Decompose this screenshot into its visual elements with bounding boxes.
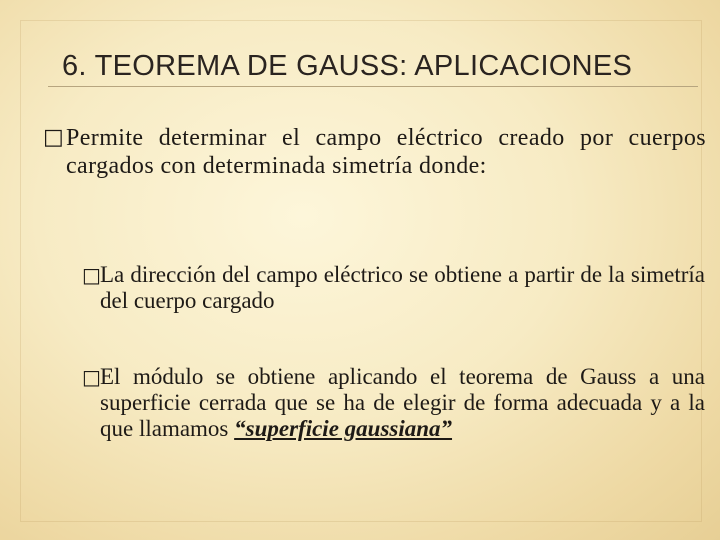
bullet-direction bbox=[82, 262, 705, 314]
bullet-box-icon: □ bbox=[82, 263, 101, 287]
bullet-main bbox=[43, 124, 706, 180]
bullet-direction-text: La dirección del campo eléctrico se obtiene a partir de la simetría del cuerpo cargado bbox=[100, 262, 705, 313]
slide-title: 6. TEOREMA DE GAUSS: APLICACIONES bbox=[62, 50, 633, 82]
bullet-box-icon: □ bbox=[43, 125, 65, 150]
bullet-main-text: Permite determinar el campo eléctrico creado por cuerpos cargados con determinada simetría donde: bbox=[66, 125, 706, 179]
bullet-box-icon: □ bbox=[82, 365, 101, 389]
bullet-modulus-text: El módulo se obtiene aplicando el teorema de Gauss a una superficie cerrada que se ha de elegir de forma adecuada y a la que llamamos bbox=[100, 364, 705, 441]
title-divider bbox=[48, 86, 698, 87]
bullet-modulus bbox=[82, 364, 705, 442]
gaussian-surface-term: “superficie gaussiana” bbox=[234, 416, 453, 441]
